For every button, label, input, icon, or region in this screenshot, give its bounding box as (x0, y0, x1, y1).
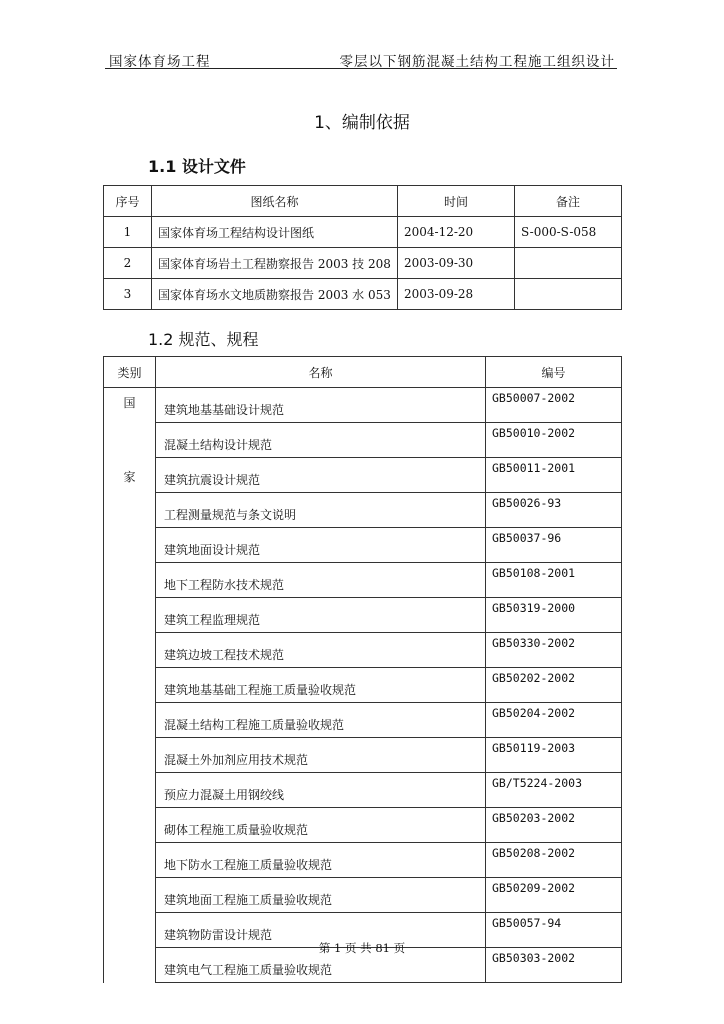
category-label-bottom: 家 (123, 470, 136, 484)
table-row (104, 598, 622, 633)
standard-name-cell: 建筑抗震设计规范 (156, 458, 486, 493)
standard-code-cell: GB50037-96 (486, 528, 622, 563)
column-header: 编号 (486, 357, 622, 388)
table-row (104, 217, 622, 248)
table-cell: 2004-12-20 (398, 217, 515, 248)
table-row (104, 703, 622, 738)
table-cell: 国家体育场工程结构设计图纸 (152, 217, 398, 248)
table-header-row (104, 186, 622, 217)
standards-table (103, 356, 622, 983)
standard-name-cell: 建筑物防雷设计规范 (156, 913, 486, 948)
category-label-top: 国 (123, 396, 136, 410)
chapter-title: 1、编制依据 (314, 113, 410, 133)
table-row (104, 388, 622, 423)
column-header: 类别 (104, 357, 156, 388)
table-row (104, 248, 622, 279)
table-row (104, 668, 622, 703)
standard-code-cell: GB50330-2002 (486, 633, 622, 668)
standard-code-cell: GB50108-2001 (486, 563, 622, 598)
table-row (104, 563, 622, 598)
standard-name-cell: 混凝土结构设计规范 (156, 423, 486, 458)
column-header: 序号 (104, 186, 152, 217)
page-footer: 第 1 页 共 81 页 (318, 941, 406, 955)
standard-code-cell: GB50011-2001 (486, 458, 622, 493)
table-row (104, 878, 622, 913)
standard-code-cell: GB50203-2002 (486, 808, 622, 843)
column-header: 名称 (156, 357, 486, 388)
standard-name-cell: 建筑地面工程施工质量验收规范 (156, 878, 486, 913)
table-cell: 1 (104, 217, 152, 248)
standard-name-cell: 建筑地基基础工程施工质量验收规范 (156, 668, 486, 703)
standard-code-cell: GB50026-93 (486, 493, 622, 528)
standard-code-cell: GB50010-2002 (486, 423, 622, 458)
design-documents-table (103, 185, 622, 310)
table-row (104, 423, 622, 458)
standard-name-cell: 建筑电气工程施工质量验收规范 (156, 948, 486, 983)
page-header (105, 48, 617, 69)
standard-name-cell: 地下工程防水技术规范 (156, 563, 486, 598)
section-1-title: 1.1 设计文件 (148, 157, 246, 176)
table-row (104, 843, 622, 878)
standard-name-cell: 工程测量规范与条文说明 (156, 493, 486, 528)
standard-name-cell: 混凝土外加剂应用技术规范 (156, 738, 486, 773)
standard-code-cell: GB50209-2002 (486, 878, 622, 913)
standard-name-cell: 建筑工程监理规范 (156, 598, 486, 633)
table-cell: 3 (104, 279, 152, 310)
table-row (104, 738, 622, 773)
standard-code-cell: GB50208-2002 (486, 843, 622, 878)
table-row (104, 458, 622, 493)
table-row (104, 808, 622, 843)
table-row (104, 633, 622, 668)
standard-name-cell: 地下防水工程施工质量验收规范 (156, 843, 486, 878)
standard-code-cell: GB50319-2000 (486, 598, 622, 633)
standard-name-cell: 砌体工程施工质量验收规范 (156, 808, 486, 843)
standard-code-cell: GB50057-94 (486, 913, 622, 948)
standard-name-cell: 建筑地面设计规范 (156, 528, 486, 563)
table-cell: 国家体育场岩土工程勘察报告 2003 技 208 (152, 248, 398, 279)
table-row (104, 773, 622, 808)
table-cell (515, 248, 622, 279)
table-row (104, 493, 622, 528)
column-header: 备注 (515, 186, 622, 217)
standard-code-cell: GB50202-2002 (486, 668, 622, 703)
table-row (104, 528, 622, 563)
header-project-name: 国家体育场工程 (109, 54, 211, 70)
table-cell: 2003-09-30 (398, 248, 515, 279)
standard-code-cell: GB50119-2003 (486, 738, 622, 773)
header-document-title: 零层以下钢筋混凝土结构工程施工组织设计 (339, 54, 615, 70)
table-cell: S-000-S-058 (515, 217, 622, 248)
table-cell: 2003-09-28 (398, 279, 515, 310)
table-cell (515, 279, 622, 310)
table-row (104, 279, 622, 310)
table-cell: 2 (104, 248, 152, 279)
standard-name-cell: 预应力混凝土用钢绞线 (156, 773, 486, 808)
standard-name-cell: 建筑地基基础设计规范 (156, 388, 486, 423)
standard-code-cell: GB/T5224-2003 (486, 773, 622, 808)
standard-name-cell: 建筑边坡工程技术规范 (156, 633, 486, 668)
table-header-row (104, 357, 622, 388)
category-cell (104, 388, 156, 983)
standard-name-cell: 混凝土结构工程施工质量验收规范 (156, 703, 486, 738)
column-header: 图纸名称 (152, 186, 398, 217)
standard-code-cell: GB50204-2002 (486, 703, 622, 738)
section-2-title: 1.2 规范、规程 (148, 330, 259, 349)
column-header: 时间 (398, 186, 515, 217)
table-cell: 国家体育场水文地质勘察报告 2003 水 053 (152, 279, 398, 310)
standard-code-cell: GB50007-2002 (486, 388, 622, 423)
standard-code-cell: GB50303-2002 (486, 948, 622, 983)
